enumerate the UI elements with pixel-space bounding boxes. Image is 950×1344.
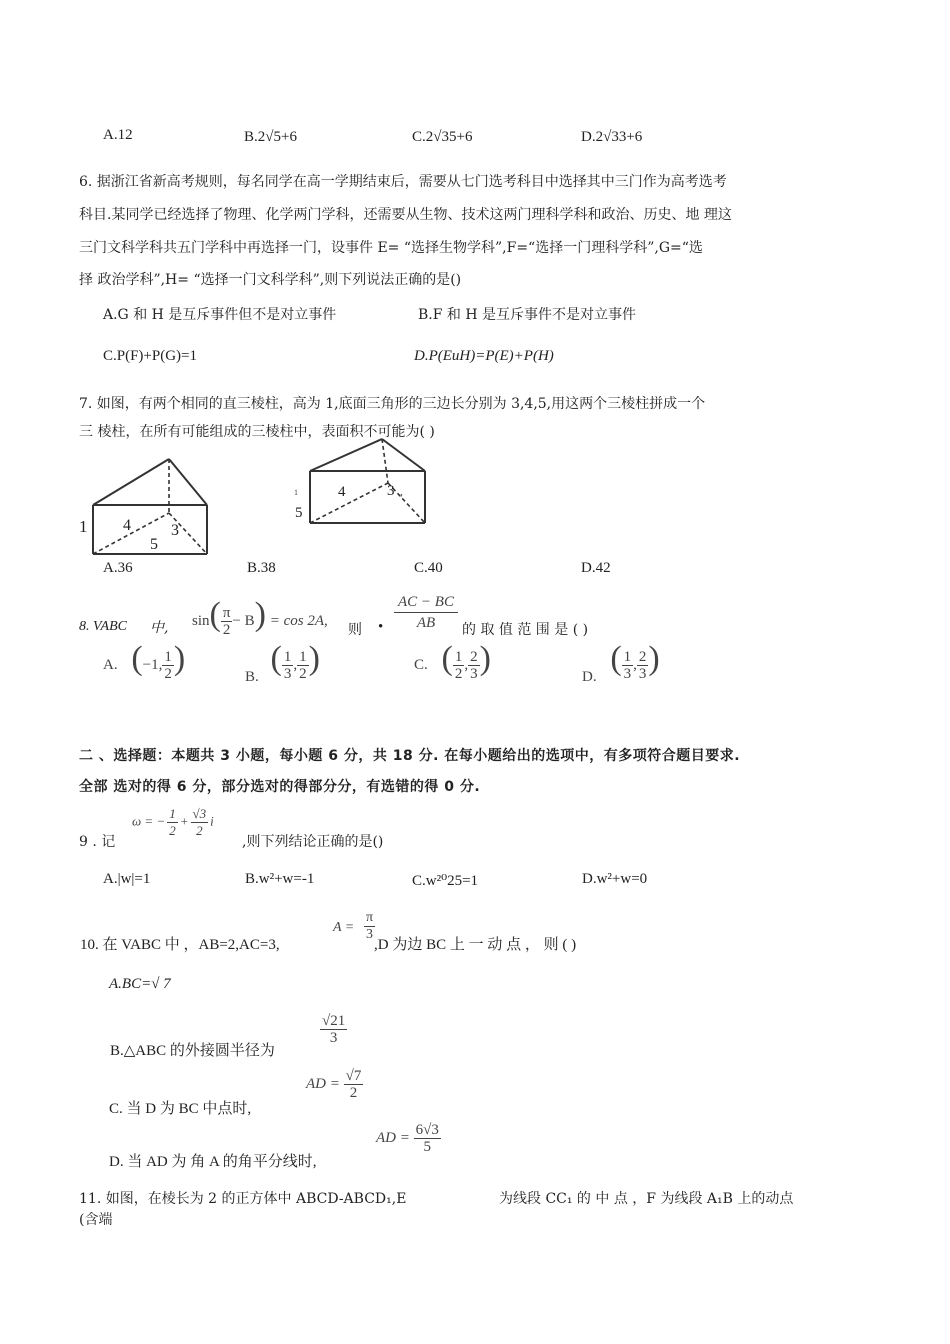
q7-line-2: 三 棱柱，在所有可能组成的三棱柱中，表面积不可能为( ) <box>79 424 435 440</box>
fig1-label-a: 4 <box>123 517 131 534</box>
fig2-label-tick: 1 <box>294 488 298 497</box>
q8-option-a: A. (−1, $\frac{1}{2}$ ) <box>103 640 186 683</box>
q10-prefix: 10. 在 VABC 中 ，AB=2,AC=3, <box>80 937 280 953</box>
fig1-label-b: 3 <box>171 522 179 539</box>
q9-suffix: ,则下列结论正确的是() <box>242 834 384 850</box>
q6-line-4: 择 政治学科”,H= “选择一门文科学科”,则下列说法正确的是() <box>79 272 462 288</box>
q9-option-a: A.|w|=1 <box>103 871 151 887</box>
q7-option-a: A.36 <box>103 560 133 576</box>
q8-option-c: C. ( $\frac{1}{2}$ , $\frac{2}{3}$ ) <box>414 640 491 683</box>
q10-suffix: ,D 为边 BC 上 一 动 点 ， 则 ( ) <box>374 937 577 953</box>
q9-prefix: 9 . 记 <box>79 834 116 850</box>
section2-line-2: 全部 选对的得 6 分，部分选对的得部分分，有选错的得 0 分. <box>79 779 481 795</box>
q6-line-2: 科目.某同学已经选择了物理、化学两门学科，还需要从生物、技术这两门理科学科和政治、历史、地 理这 <box>79 207 732 223</box>
q8-option-b: B. ( $\frac{1}{3}$ , $\frac{1}{2}$ ) <box>245 640 320 685</box>
q5-option-d: D.2√33+6 <box>581 129 643 145</box>
fig2-label-h: 5 <box>295 505 303 521</box>
q10-option-c-value: AD = $\frac{√7}{2}$ <box>306 1068 362 1101</box>
q10-angle-a: A = <box>333 920 355 935</box>
q8-prefix: 8. VABC <box>79 619 127 634</box>
q9-omega: ω = − $\frac{1}{2}$ + $\frac{√3}{2}$ i <box>132 806 214 838</box>
q10-angle-fraction: $\frac{\pi}{3}$ <box>366 910 374 942</box>
q8-dot: • <box>378 619 384 635</box>
fig1-label-c: 5 <box>150 536 158 553</box>
section2-line-1: 二 、选择题：本题共 3 小题，每小题 6 分，共 18 分. 在每小题给出的选项中，有多项符合题目要求. <box>79 748 741 764</box>
q8-condition: sin( $\frac{\pi}{2}$ − B) = cos 2A, <box>192 596 328 639</box>
q7-line-1: 7. 如图，有两个相同的直三棱柱，高为 1,底面三角形的三边长分别为 3,4,5,用这两个三棱柱拼成一个 <box>79 396 706 412</box>
q9-option-d: D.w²+w=0 <box>582 871 648 887</box>
q9-option-b: B.w²+w=-1 <box>245 871 315 887</box>
prism-figure-2 <box>290 433 435 533</box>
q9-option-c: C.w²⁰25=1 <box>412 873 479 889</box>
q11-part-1: 11. 如图，在棱长为 2 的正方体中 ABCD-ABCD₁,E <box>79 1191 407 1207</box>
q6-option-c: C.P(F)+P(G)=1 <box>103 348 198 364</box>
q5-option-b: B.2√5+6 <box>244 129 297 145</box>
fig2-label-a: 4 <box>338 484 346 500</box>
q8-ze: 则 <box>348 622 362 638</box>
q5-option-a: A.12 <box>103 127 133 143</box>
q6-option-b: B.F 和 H 是互斥事件不是对立事件 <box>418 307 637 323</box>
q10-option-a: A.BC=√ 7 <box>109 976 171 992</box>
q10-option-d: D. 当 AD 为 角 A 的角平分线时, <box>109 1154 317 1170</box>
q6-line-1: 6. 据浙江省新高考规则，每名同学在高一学期结束后，需要从七门选考科目中选择其中三门作为高考选考 <box>79 174 727 190</box>
q6-line-3: 三门文科学科共五门学科中再选择一门，设事件 E= “选择生物学科”,F=“选择一门理科学科”,G=“选 <box>79 240 703 256</box>
q6-option-d: D.P(EuH)=P(E)+P(H) <box>414 348 554 364</box>
q8-suffix: 的 取 值 范 围 是 ( ) <box>462 622 589 638</box>
q5-option-c: C.2√35+6 <box>412 129 473 145</box>
q10-option-b: B.△ABC 的外接圆半径为 <box>110 1043 275 1059</box>
fig2-label-comma: , <box>400 484 403 498</box>
prism-figure-1 <box>76 455 216 560</box>
fig2-label-b: 3 <box>387 483 395 499</box>
q8-fraction: $\frac{AC - BC}{AB}$ <box>394 592 458 633</box>
q6-option-a: A.G 和 H 是互斥事件但不是对立事件 <box>103 307 337 323</box>
q10-option-c: C. 当 D 为 BC 中点时, <box>109 1101 252 1117</box>
q8-zhong: 中, <box>150 620 169 636</box>
q10-option-b-value: $\frac{√21}{3}$ <box>322 1013 346 1046</box>
q8-option-d: D. ( $\frac{1}{3}$ , $\frac{2}{3}$ ) <box>582 640 660 685</box>
q7-option-d: D.42 <box>581 560 611 576</box>
q11-part-2: 为线段 CC₁ 的 中 点 ，F 为线段 A₁B 上的动点 <box>499 1191 794 1207</box>
q7-option-c: C.40 <box>414 560 443 576</box>
q10-option-d-value: AD = $\frac{6√3}{5}$ <box>376 1122 439 1155</box>
q7-option-b: B.38 <box>247 560 276 576</box>
q11-line-2: (含端 <box>79 1212 113 1228</box>
fig1-label-h: 1 <box>79 517 88 536</box>
